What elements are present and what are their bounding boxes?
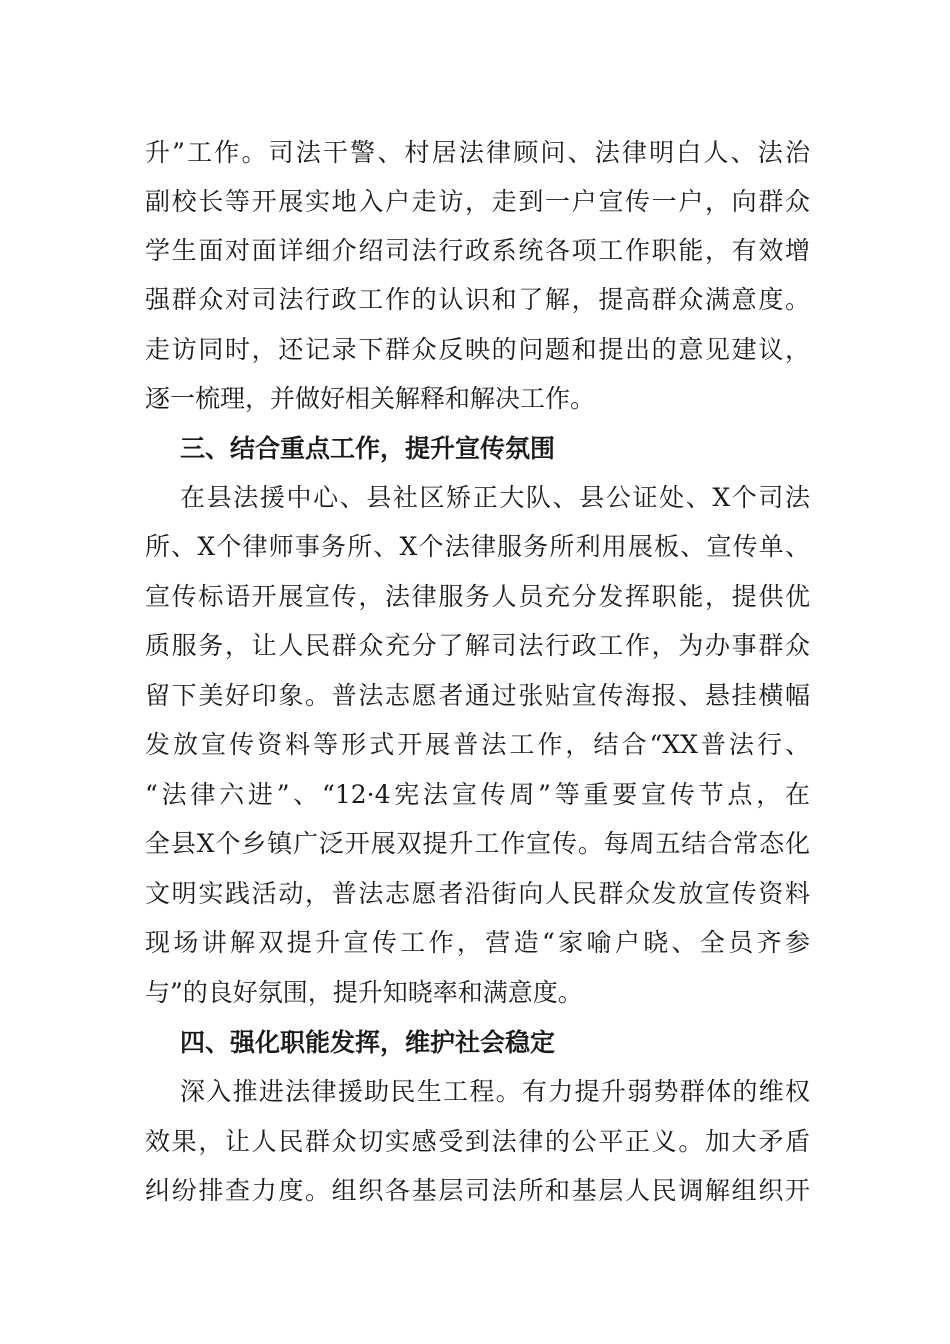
body-text-line: “法律六进”、“12·4宪法宣传周”等重要宣传节点，在 [145,780,810,809]
body-text-line: 效果，让人民群众切实感受到法律的公平正义。加大矛盾 [145,1127,810,1156]
body-text-line: 发放宣传资料等形式开展普法工作，结合“XX普法行、 [145,730,810,759]
body-text-line: 文明实践活动，普法志愿者沿街向人民群众发放宣传资料 [145,879,810,908]
body-text-line: 现场讲解双提升宣传工作，营造“家喻户晓、全员齐参 [145,928,810,957]
body-text-line: 质服务，让人民群众充分了解司法行政工作，为办事群众 [145,631,810,660]
body-text-line: 在县法援中心、县社区矫正大队、县公证处、X个司法 [180,483,810,512]
body-text-line: 强群众对司法行政工作的认识和了解，提高群众满意度。 [145,285,810,314]
body-text-line: 全县X个乡镇广泛开展双提升工作宣传。每周五结合常态化 [145,829,810,858]
body-text-line: 学生面对面详细介绍司法行政系统各项工作职能，有效增 [145,236,810,265]
section-heading-4: 四、强化职能发挥，维护社会稳定 [180,1028,556,1057]
body-text-line: 纠纷排查力度。组织各基层司法所和基层人民调解组织开 [145,1176,810,1205]
body-text-line: 逐一梳理，并做好相关解释和解决工作。 [145,384,596,413]
body-text-line: 副校长等开展实地入户走访，走到一户宣传一户，向群众 [145,187,810,216]
body-text-line: 升”工作。司法干警、村居法律顾问、法律明白人、法治 [145,138,810,167]
body-text-line: 留下美好印象。普法志愿者通过张贴宣传海报、悬挂横幅 [145,681,810,710]
body-text-line: 与”的良好氛围，提升知晓率和满意度。 [145,978,583,1007]
body-text-line: 走访同时，还记录下群众反映的问题和提出的意见建议， [145,335,810,364]
section-heading-3: 三、结合重点工作，提升宣传氛围 [180,434,556,463]
body-text-line: 所、X个律师事务所、X个法律服务所利用展板、宣传单、 [145,532,810,561]
body-text-line: 深入推进法律援助民生工程。有力提升弱势群体的维权 [180,1077,810,1106]
body-text-line: 宣传标语开展宣传，法律服务人员充分发挥职能，提供优 [145,582,810,611]
